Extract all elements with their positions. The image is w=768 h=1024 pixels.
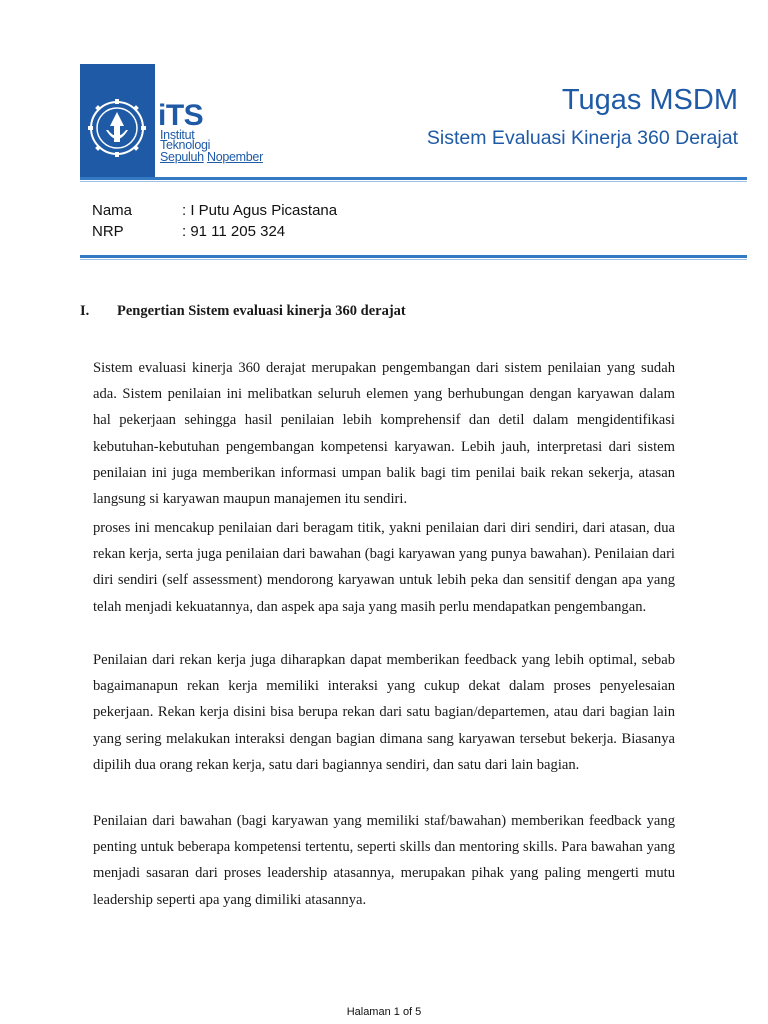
info-divider-thin bbox=[80, 259, 747, 260]
section-number: I. bbox=[80, 303, 90, 319]
paragraph-3: Penilaian dari rekan kerja juga diharapkan dapat memberikan feedback yang lebih optimal, sebab bagaimanapun rekan kerja memiliki interaksi yang cukup dekat dalam proses penyelesaian pekerjaan. Rekan kerja disini bisa berupa rekan dari satu bagian/departemen, atau dari bagian lain yang sering melakukan interaksi dengan bagian dimana sang karyawan tersebut bekerja. Biasanya dipilih dua orang rekan kerja, satu dari bagiannya sendiri, dan satu dari lain bagian. bbox=[93, 652, 675, 773]
document-subtitle: Sistem Evaluasi Kinerja 360 Derajat bbox=[426, 127, 738, 149]
logo-wordmark: iTS bbox=[158, 99, 204, 132]
paragraph-2: proses ini mencakup penilaian dari beragam titik, yakni penilaian dari diri sendiri, dari atasan, dua rekan kerja, serta juga penilaian dari bawahan (bagi karyawan yang punya bawahan). Penilaian dari diri sendiri (self assessment) mendorong karyawan untuk lebih peka dan sensitif dengan apa yang telah menjadi kekuatannya, dan aspek apa saja yang masih perlu mendapatkan pengembangan. bbox=[93, 520, 675, 615]
its-emblem-icon bbox=[80, 64, 155, 179]
logo-line-2: Teknologi bbox=[160, 138, 211, 152]
nrp-label: NRP bbox=[92, 223, 124, 240]
name-value: : I Putu Agus Picastana bbox=[182, 202, 338, 219]
logo-line-1: Institut bbox=[160, 128, 195, 142]
logo-line-3 bbox=[160, 151, 290, 164]
its-logo-emblem bbox=[80, 64, 155, 179]
paragraph-1: Sistem evaluasi kinerja 360 derajat merupakan pengembangan dari sistem penilaian yang sudah ada. Sistem penilaian ini melibatkan seluruh elemen yang berhubungan dengan karyawan dalam hal pekerjaan sehingga hasil penilaian lebih komprehensif dan detil dalam mengidentifikasi kebutuhan-kebutuhan pengembangan kompetensi karyawan. Lebih jauh, interpretasi dari sistem penilaian ini juga memberikan informasi umpan balik bagi tim penilai baik rekan sekerja, atasan langsung si karyawan maupun manajemen itu sendiri. bbox=[93, 360, 675, 508]
paragraph-4: Penilaian dari bawahan (bagi karyawan yang memiliki staf/bawahan) memberikan feedback yang penting untuk beberapa kompetensi tertentu, seperti skills dan mentoring skills. Para bawahan yang menjadi sasaran dari proses leadership atasannya, merupakan pihak yang paling mengerti mutu leadership seperti apa yang dimiliki atasannya. bbox=[93, 813, 675, 908]
nrp-value: : 91 11 205 324 bbox=[182, 223, 286, 240]
section-title: Pengertian Sistem evaluasi kinerja 360 derajat bbox=[117, 303, 406, 319]
logo-line-3a: Sepuluh bbox=[160, 150, 204, 164]
logo-line-3b: Nopember bbox=[206, 150, 263, 164]
info-divider bbox=[80, 255, 747, 258]
name-label: Nama bbox=[92, 202, 133, 219]
header-divider bbox=[80, 177, 747, 180]
header-divider-thin bbox=[80, 181, 747, 182]
page-number: Halaman 1 of 5 bbox=[346, 1006, 422, 1018]
document-title: Tugas MSDM bbox=[561, 84, 738, 116]
